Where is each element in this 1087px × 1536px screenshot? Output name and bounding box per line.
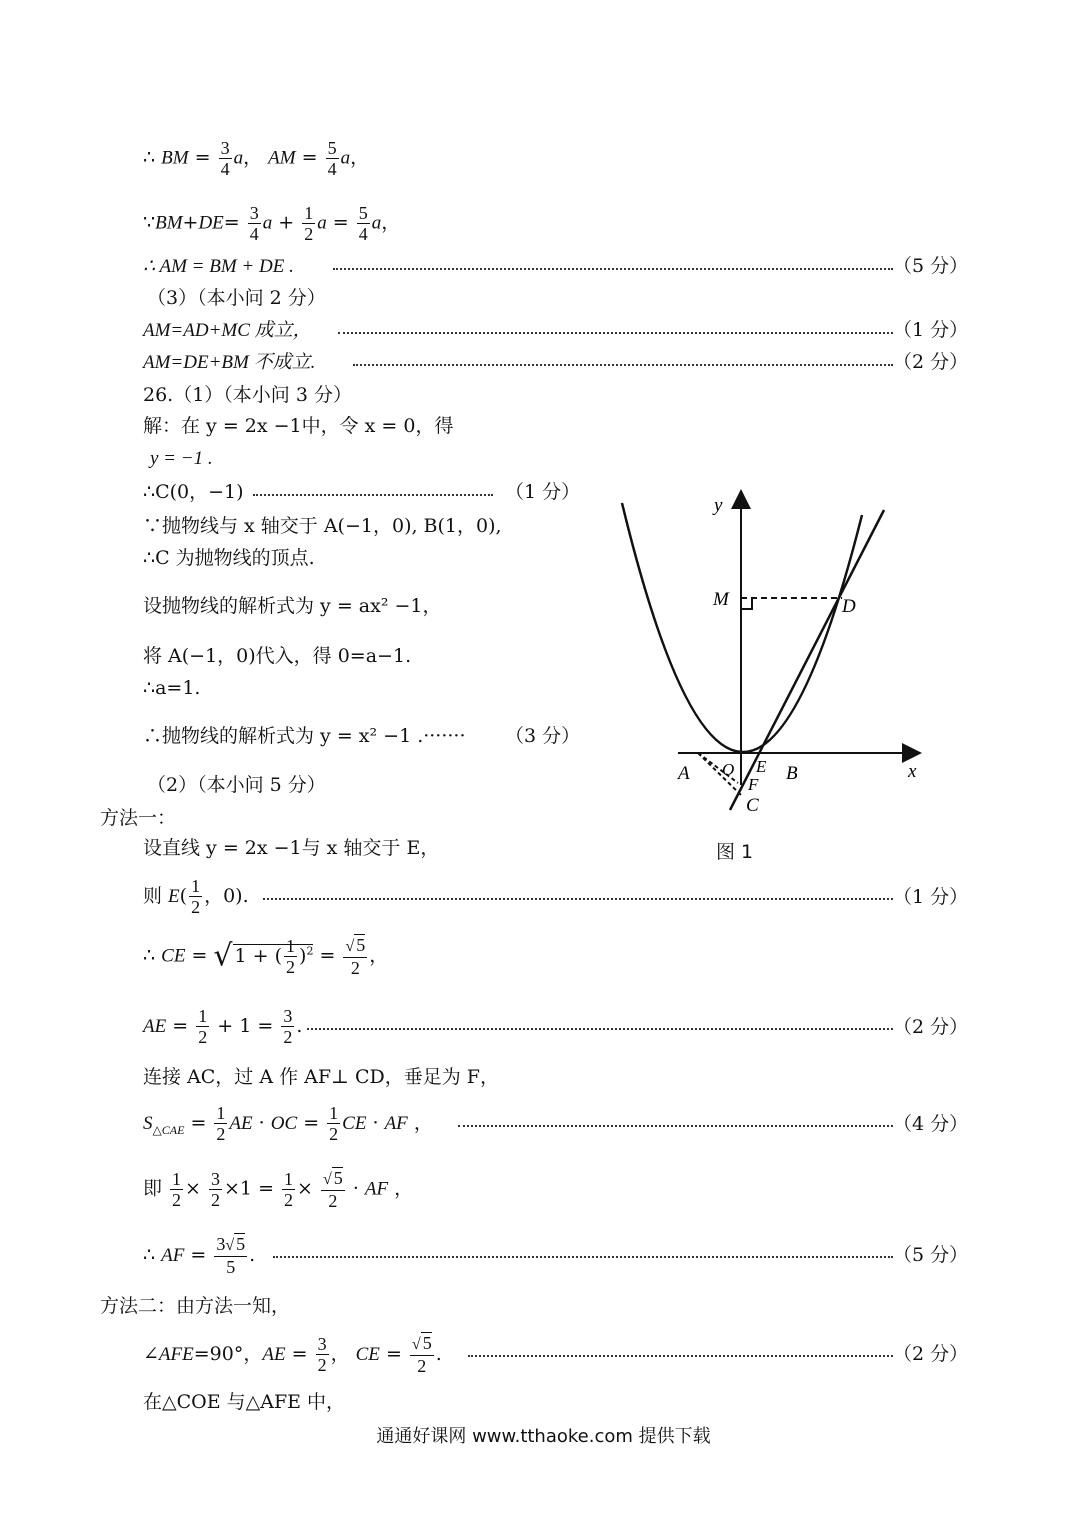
label-m: M xyxy=(713,589,729,610)
vertex-line: ∴C 为抛物线的顶点. xyxy=(143,547,315,569)
label-x: x xyxy=(908,761,917,782)
label-e: E xyxy=(756,757,767,776)
line-ce: ∴ CE = √ 1 + ( $\frac{1}{2}$ )$^2$ = $\frac{√ 5}{2}$ ， xyxy=(143,935,389,978)
line-am-eq xyxy=(143,254,893,279)
points-5: （5 分） xyxy=(893,255,969,277)
am-statement: ∴ AM = BM + DE . xyxy=(143,256,298,277)
solution-line: 解：在 y = 2x −1中，令 x = 0，得 xyxy=(143,415,454,437)
point-c-text: ∴C(0，−1) xyxy=(143,481,248,503)
line-bm-am: ∴ BM = $\frac{3}{4}$ a， AM = $\frac{5}{4}$ a， xyxy=(143,138,370,179)
points-4: （4 分） xyxy=(893,1113,969,1135)
sub-question-2: （2）（本小问 5 分） xyxy=(147,774,326,796)
label-d: D xyxy=(842,596,856,617)
line-cd xyxy=(730,510,884,810)
figure-1 xyxy=(600,485,940,865)
points-2c: （2 分） xyxy=(893,1343,969,1365)
method-two-heading: 方法二：由方法一知， xyxy=(100,1295,291,1317)
label-o: O xyxy=(722,760,735,779)
figure-caption: 图 1 xyxy=(716,841,754,863)
because-symbol: ∵ xyxy=(143,211,156,234)
sub-question-3: （3）（本小问 2 分） xyxy=(147,287,326,309)
parabola-form-line: 设抛物线的解析式为 y = ax² −1， xyxy=(143,595,442,617)
therefore-symbol: ∴ xyxy=(143,146,156,169)
points-1c: （1 分） xyxy=(893,886,969,908)
line-af: ∴ AF = $\frac{3√ 5}{5}$ . xyxy=(143,1234,893,1277)
page-footer: 通通好课网 www.tthaoke.com 提供下载 xyxy=(376,1426,711,1447)
label-b: B xyxy=(786,763,798,784)
line-area: $S_{\triangle CAE}$ = $\frac{1}{2}$ AE · OC = $\frac{1}{2}$ CE · AF ， xyxy=(143,1103,893,1144)
line-ae: AE = $\frac{1}{2}$ + 1 = $\frac{3}{2}$ . xyxy=(143,1006,893,1047)
line-equation: 即 $\frac{1}{2}$ × $\frac{3}{2}$ ×1 = $\frac{1}{2}$ × $\frac{√ 5}{2}$ · AF ， xyxy=(143,1168,414,1211)
right-angle-mark xyxy=(741,598,752,609)
line-bm-plus-de: ∵BM+DE= $\frac{3}{4}$ a + $\frac{1}{2}$ a = $\frac{5}{4}$ a， xyxy=(143,203,401,244)
points-2b: （2 分） xyxy=(893,1016,969,1038)
connect-ac-line: 连接 AC，过 A 作 AF⊥ CD，垂足为 F， xyxy=(143,1066,499,1088)
question-26-heading: 26.（1）（本小问 3 分） xyxy=(143,384,352,406)
substitute-line: 将 A(−1，0)代入，得 0=a−1. xyxy=(143,645,412,667)
a-value-line: ∴a=1. xyxy=(143,677,201,699)
parabola-diagram xyxy=(600,485,940,865)
points-1: （1 分） xyxy=(893,319,969,341)
label-c: C xyxy=(746,795,759,816)
points-1b: （1 分） xyxy=(505,481,581,503)
points-2: （2 分） xyxy=(893,351,969,373)
point-c-line xyxy=(143,480,493,504)
line-am-de-bm xyxy=(143,350,893,375)
triangle-line: 在△COE 与△AFE 中， xyxy=(143,1391,346,1413)
label-a: A xyxy=(678,763,690,784)
points-5b: （5 分） xyxy=(893,1244,969,1266)
line-e-def: 设直线 y = 2x −1与 x 轴交于 E， xyxy=(143,837,440,859)
label-y: y xyxy=(714,495,723,516)
label-f: F xyxy=(748,775,759,794)
y-value-line: y = −1 . xyxy=(150,448,213,469)
points-3: （3 分） xyxy=(505,725,581,747)
am-de-bm-text: AM=DE+BM 不成立. xyxy=(143,352,319,373)
parabola-result-line: ∴抛物线的解析式为 y = x² −1 .······· xyxy=(143,725,466,747)
dashed-ac xyxy=(698,753,741,795)
line-e-coord: 则 E( $\frac{1}{2}$ ，0). xyxy=(143,876,893,917)
line-am-ad-mc xyxy=(143,318,893,343)
am-ad-mc-text: AM=AD+MC 成立， xyxy=(143,320,316,341)
line-afe: ∠AFE=90°，AE = $\frac{3}{2}$ ， CE = $\frac{√ 5}{2}$ . xyxy=(143,1333,893,1376)
method-one-heading: 方法一： xyxy=(100,807,177,829)
parabola-intersect-line: ∵抛物线与 x 轴交于 A(−1，0), B(1，0), xyxy=(143,515,502,537)
